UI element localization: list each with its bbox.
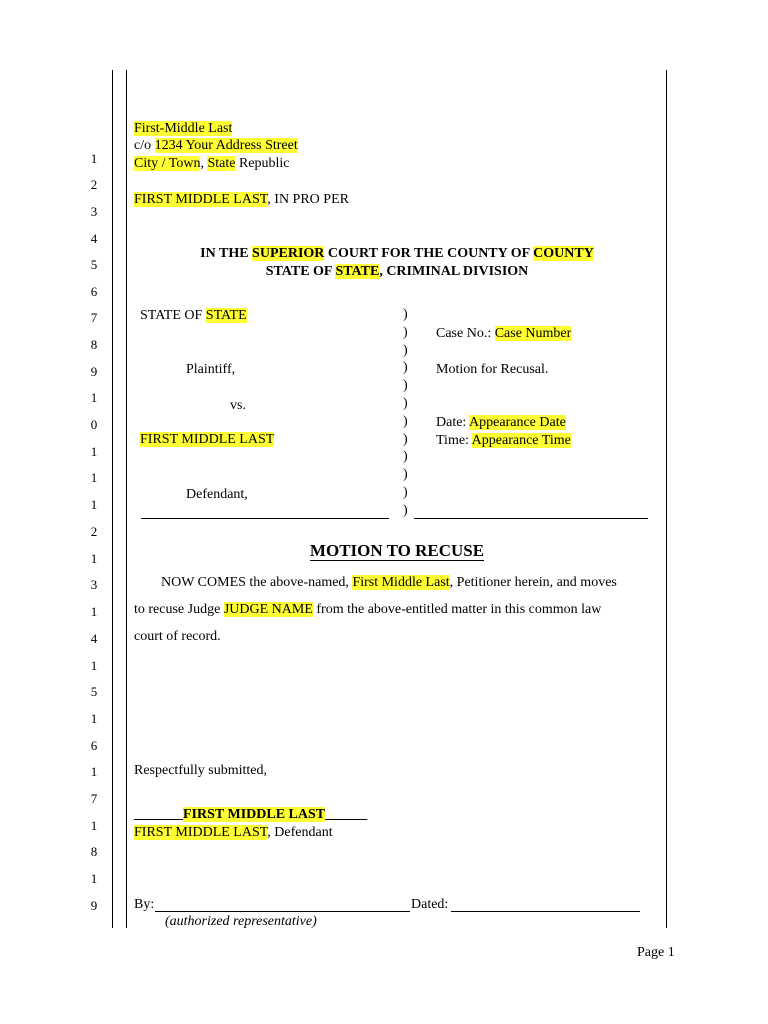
line-number: 2 xyxy=(90,524,98,539)
motion-for-recusal: Motion for Recusal. xyxy=(436,362,549,377)
page-number: Page 1 xyxy=(637,945,675,960)
by-label: By: xyxy=(134,897,155,912)
signature-printed-line xyxy=(134,824,333,842)
line-number: 5 xyxy=(90,684,98,699)
header-pro-per-line xyxy=(134,191,349,209)
caption-state: STATE xyxy=(205,308,247,323)
line-number: 1 xyxy=(90,444,98,459)
header-name-line xyxy=(134,120,232,138)
header-address: 1234 Your Address Street xyxy=(154,138,298,153)
time-line xyxy=(436,432,571,450)
caption-paren: ) xyxy=(403,342,408,358)
line-number: 1 xyxy=(90,470,98,485)
margin-line-left-inner xyxy=(126,70,127,928)
line-number: 3 xyxy=(90,577,98,592)
line-number: 3 xyxy=(90,204,98,219)
caption-vs: vs. xyxy=(230,398,246,413)
court-heading-line-2 xyxy=(127,263,667,281)
caption-paren: ) xyxy=(403,502,408,518)
header-name: First-Middle Last xyxy=(134,121,233,136)
caption-paren: ) xyxy=(403,467,408,483)
case-number-value: Case Number xyxy=(494,326,572,341)
caption-paren: ) xyxy=(403,396,408,411)
line-number: 1 xyxy=(90,711,98,726)
line-number: 1 xyxy=(90,390,98,405)
header-address-line xyxy=(134,137,298,155)
header-pro-per-suffix: , IN PRO PER xyxy=(267,192,349,207)
caption-paren: ) xyxy=(403,431,408,447)
line-number: 9 xyxy=(90,364,98,379)
header-pro-per-name: FIRST MIDDLE LAST xyxy=(134,192,268,207)
body-line-2 xyxy=(134,601,601,619)
respectfully-submitted: Respectfully submitted, xyxy=(134,763,267,778)
court-county: COUNTY xyxy=(533,246,594,261)
body-judge-name: JUDGE NAME xyxy=(223,602,313,617)
caption-paren: ) xyxy=(403,413,408,429)
court-heading-line-1 xyxy=(127,245,667,263)
signature-printed-suffix: , Defendant xyxy=(267,825,333,840)
line-number: 7 xyxy=(90,791,98,806)
signature-name: FIRST MIDDLE LAST xyxy=(183,807,326,822)
caption-paren: ) xyxy=(403,324,408,340)
line-number: 8 xyxy=(90,337,98,352)
caption-state-line xyxy=(140,307,247,325)
dated-rule xyxy=(451,911,640,912)
header-city-suffix: Republic xyxy=(235,156,290,171)
caption-plaintiff: Plaintiff, xyxy=(186,362,236,377)
line-number: 4 xyxy=(90,231,98,246)
caption-right-rule xyxy=(414,518,648,519)
line-number: 6 xyxy=(90,738,98,753)
case-number-line xyxy=(436,325,571,343)
line-number: 1 xyxy=(90,658,98,673)
signature-printed-name: FIRST MIDDLE LAST xyxy=(134,825,268,840)
court-l2-b: , CRIMINAL DIVISION xyxy=(379,264,529,279)
line-number: 0 xyxy=(90,417,98,432)
caption-defendant-name: FIRST MIDDLE LAST xyxy=(140,432,275,447)
margin-line-right xyxy=(666,70,667,928)
caption-defendant-label: Defendant, xyxy=(186,487,248,502)
authorized-representative: (authorized representative) xyxy=(165,914,317,929)
date-value: Appearance Date xyxy=(469,415,566,430)
line-number: 6 xyxy=(90,284,98,299)
date-label: Date: xyxy=(436,415,470,430)
line-number: 9 xyxy=(90,898,98,913)
court-l1-a: IN THE xyxy=(200,246,253,261)
line-number: 1 xyxy=(90,551,98,566)
caption-paren: ) xyxy=(403,307,408,322)
time-value: Appearance Time xyxy=(471,433,571,448)
court-state: STATE xyxy=(335,264,380,279)
court-l1-b: COURT FOR THE COUNTY OF xyxy=(324,246,534,261)
header-state: State xyxy=(207,156,236,171)
dated-label: Dated: xyxy=(411,897,449,912)
line-number: 1 xyxy=(90,764,98,779)
line-number: 5 xyxy=(90,257,98,272)
caption-paren: ) xyxy=(403,485,408,500)
signature-line xyxy=(134,806,367,824)
line-number: 1 xyxy=(90,818,98,833)
body-p1-a: NOW COMES the above-named, xyxy=(161,575,353,590)
header-city-line xyxy=(134,155,290,173)
court-l2-a: STATE OF xyxy=(265,264,336,279)
line-number: 1 xyxy=(90,497,98,512)
date-line xyxy=(436,414,566,432)
caption-left-rule xyxy=(141,518,389,519)
line-number: 1 xyxy=(90,151,98,166)
line-number: 8 xyxy=(90,844,98,859)
signature-post: ______ xyxy=(325,807,368,822)
document-title-text: MOTION TO RECUSE xyxy=(309,541,485,560)
caption-paren: ) xyxy=(403,378,408,394)
line-number: 7 xyxy=(90,310,98,325)
by-rule xyxy=(155,911,410,912)
line-number: 1 xyxy=(90,871,98,886)
caption-paren: ) xyxy=(403,360,408,376)
case-number-label: Case No.: xyxy=(436,326,495,341)
caption-paren: ) xyxy=(403,449,408,465)
body-petitioner-name: First Middle Last xyxy=(352,575,450,590)
line-number: 1 xyxy=(90,604,98,619)
margin-line-left-outer xyxy=(112,70,113,928)
time-label: Time: xyxy=(436,433,472,448)
header-city-sep: , xyxy=(200,156,208,171)
court-superior: SUPERIOR xyxy=(252,246,325,261)
body-p2-a: to recuse Judge xyxy=(134,602,224,617)
line-number: 2 xyxy=(90,177,98,192)
body-line-1 xyxy=(161,574,617,592)
header-city: City / Town xyxy=(134,156,201,171)
document-title xyxy=(127,540,667,562)
header-address-prefix: c/o xyxy=(134,138,155,153)
caption-state-of: STATE OF xyxy=(140,308,206,323)
body-p1-b: , Petitioner herein, and moves xyxy=(449,575,617,590)
signature-pre: _______ xyxy=(134,807,183,822)
caption-defendant-line xyxy=(140,431,274,449)
body-line-3: court of record. xyxy=(134,629,221,644)
body-p2-b: from the above-entitled matter in this common law xyxy=(312,602,602,617)
line-number: 4 xyxy=(90,631,98,646)
